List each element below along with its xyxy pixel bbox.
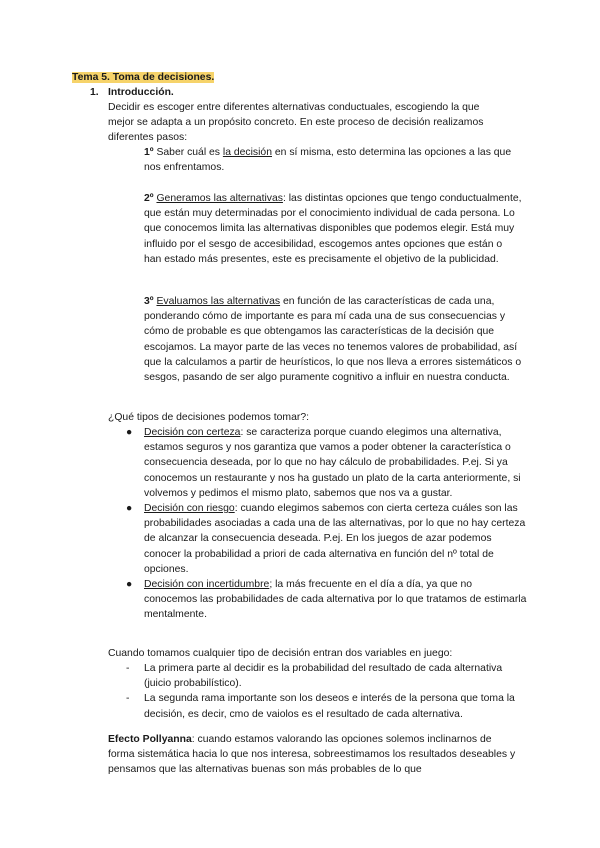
section-heading: [90, 85, 174, 100]
decision-type-riesgo: ● Decisión con riesgo: cuando elegimos sabemos con cierta certeza cuáles son las probabilidades asociadas a cada una de las alternativas, por lo que no hay certeza de alcanzar la consecuencia deseada. P.ej. En los juegos de azar podemos conocer la probabilidad a priori de cada alternativa en función del nº total de opciones.: [126, 503, 526, 575]
step-2-number: 2º: [144, 193, 154, 204]
step-3-paragraph: 3º Evaluamos las alternativas en función de las características de cada una, ponderando cómo de importante es para mí cada una de sus consecuencias y cómo de probable es que obtengamos las características de la decisión que escojamos. La mayor parte de las veces no tenemos valores de probabilidad, así que la calculamos a partir de heurísticos, lo que nos lleva a errores sistemáticos o sesgos, pasando de ser algo puramente cognitivo a influir en nuestra conducta.: [144, 296, 522, 384]
step-1-underlined: la decisión: [222, 147, 272, 158]
variables-intro: Cuando tomamos cualquier tipo de decisión entran dos variables en juego:: [108, 648, 453, 659]
bullet-marker: ●: [126, 503, 133, 515]
bullet-marker: ●: [126, 427, 133, 438]
section-heading-text: Introducción.: [108, 87, 174, 98]
step-1-number: 1º: [144, 147, 154, 158]
intro-paragraph: Decidir es escoger entre diferentes alternativas conductuales, escogiendo la que mejor se adapta a un propósito concreto. En este proceso de decisión realizamos diferentes pasos:: [108, 102, 484, 144]
pollyanna-paragraph: Efecto Pollyanna: cuando estamos valorando las opciones solemos inclinarnos de forma sistemática hacia lo que nos interesa, sobreestimamos los resultados deseables y pensamos que las alternativas buenas son más probables de lo que: [108, 734, 516, 776]
dash-marker: -: [126, 663, 130, 674]
step-3-underlined: Evaluamos las alternativas: [156, 296, 281, 307]
types-question: ¿Qué tipos de decisiones podemos tomar?:: [108, 412, 309, 423]
variable-item-2: - La segunda rama importante son los deseos e interés de la persona que toma la decisión, es decir, cmo de vaiolos es el resultado de cada alternativa.: [126, 693, 515, 720]
document-title: Tema 5. Toma de decisiones.: [72, 72, 215, 83]
step-2-paragraph: 2º Generamos las alternativas: las distintas opciones que tengo conductualmente, que están muy determinadas por el conocimiento individual de cada persona. Lo que conocemos limita las alternativas disponibles que podemos elegir. Está muy influido por el sesgo de accesibilidad, escogemos antes opciones que están o han estado más presentes, este es precisamente el objetivo de la publicidad.: [144, 193, 522, 265]
variable-item-1: - La primera parte al decidir es la probabilidad del resultado de cada alternativa (juicio probabilístico).: [126, 663, 503, 690]
decision-type-incertidumbre: ● Decisión con incertidumbre; la más frecuente en el día a día, ya que no conocemos las probabilidades de cada alternativa por lo que tratamos de estimarla mentalmente.: [126, 579, 527, 621]
pollyanna-term: Efecto Pollyanna: [108, 734, 192, 745]
decision-type-certeza: ● Decisión con certeza: se caracteriza porque cuando elegimos una alternativa, estamos seguros y nos garantiza que vamos a poder obtener la característica o consecuencia deseada, por lo que no hay cálculo de probabilidades. P.ej. Si ya conocemos un restaurante y nos ha gustado un plato de la carta anteriormente, si volvemos y pedimos el mismo plato, sabemos que nos va a gustar.: [126, 427, 521, 499]
bullet-marker: ●: [126, 579, 133, 591]
decision-types-list: [126, 425, 528, 623]
variables-list: [126, 661, 528, 722]
section-number: 1.: [90, 87, 99, 98]
dash-marker: -: [126, 693, 130, 705]
step-3-number: 3º: [144, 296, 154, 307]
step-2-underlined: Generamos las alternativas: [156, 193, 283, 204]
step-1-paragraph: 1º Saber cuál es la decisión en sí misma, esto determina las opciones a las que nos enfrentamos.: [144, 147, 512, 174]
